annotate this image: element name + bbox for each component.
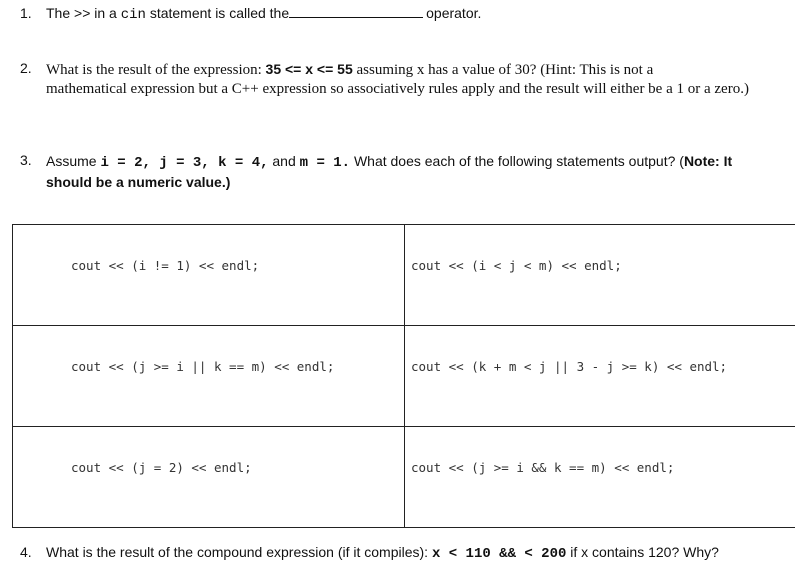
code-statement: cout << (k + m < j || 3 - j >= k) << endl; [411,359,728,374]
grid-row [13,225,795,326]
compound-expression: x < 110 && < 200 [431,546,567,562]
question-text: The >> in a cin statement is called the operator. [46,5,482,23]
code-statement: cout << (j = 2) << endl; [71,460,252,475]
grid-row [13,427,795,528]
grid-cell[interactable] [13,225,405,326]
answer-blank[interactable] [289,5,423,18]
code-grid [12,224,795,528]
question-text: What is the result of the expression: 35 <= x <= 55 assuming x has a value of 30? (Hint: This is not a mathematical expression but a C++ expression so associatively rules apply and the result will either be a 1 or a zero.) [46,61,749,97]
question-number: 3. [20,152,32,168]
expression: 35 <= x <= 55 [265,61,353,77]
cin-keyword: cin [120,7,146,23]
question-number: 2. [20,60,32,76]
variable-assignments: i = 2, j = 3, k = 4, [100,155,269,171]
grid-cell[interactable] [13,326,405,427]
code-statement: cout << (i != 1) << endl; [71,258,260,273]
question-text: What is the result of the compound expression (if it compiles): x < 110 && < 200 if x contains 120? Why? [46,544,719,562]
code-statement: cout << (j >= i && k == m) << endl; [411,460,675,475]
note-label: Note: It [683,153,733,169]
question-number: 4. [20,544,32,560]
m-assignment: m = 1. [299,155,351,171]
grid-cell[interactable] [405,427,795,528]
grid-cell[interactable] [13,427,405,528]
grid-cell[interactable] [405,225,795,326]
grid-cell[interactable] [405,326,795,427]
question-text: Assume i = 2, j = 3, k = 4, and m = 1. What does each of the following statements output? (Note: It should be a numeric value.) [46,153,733,190]
code-statement: cout << (i < j < m) << endl; [411,258,622,273]
grid-row [13,326,795,427]
question-number: 1. [20,5,32,21]
code-statement: cout << (j >= i || k == m) << endl; [71,359,335,374]
